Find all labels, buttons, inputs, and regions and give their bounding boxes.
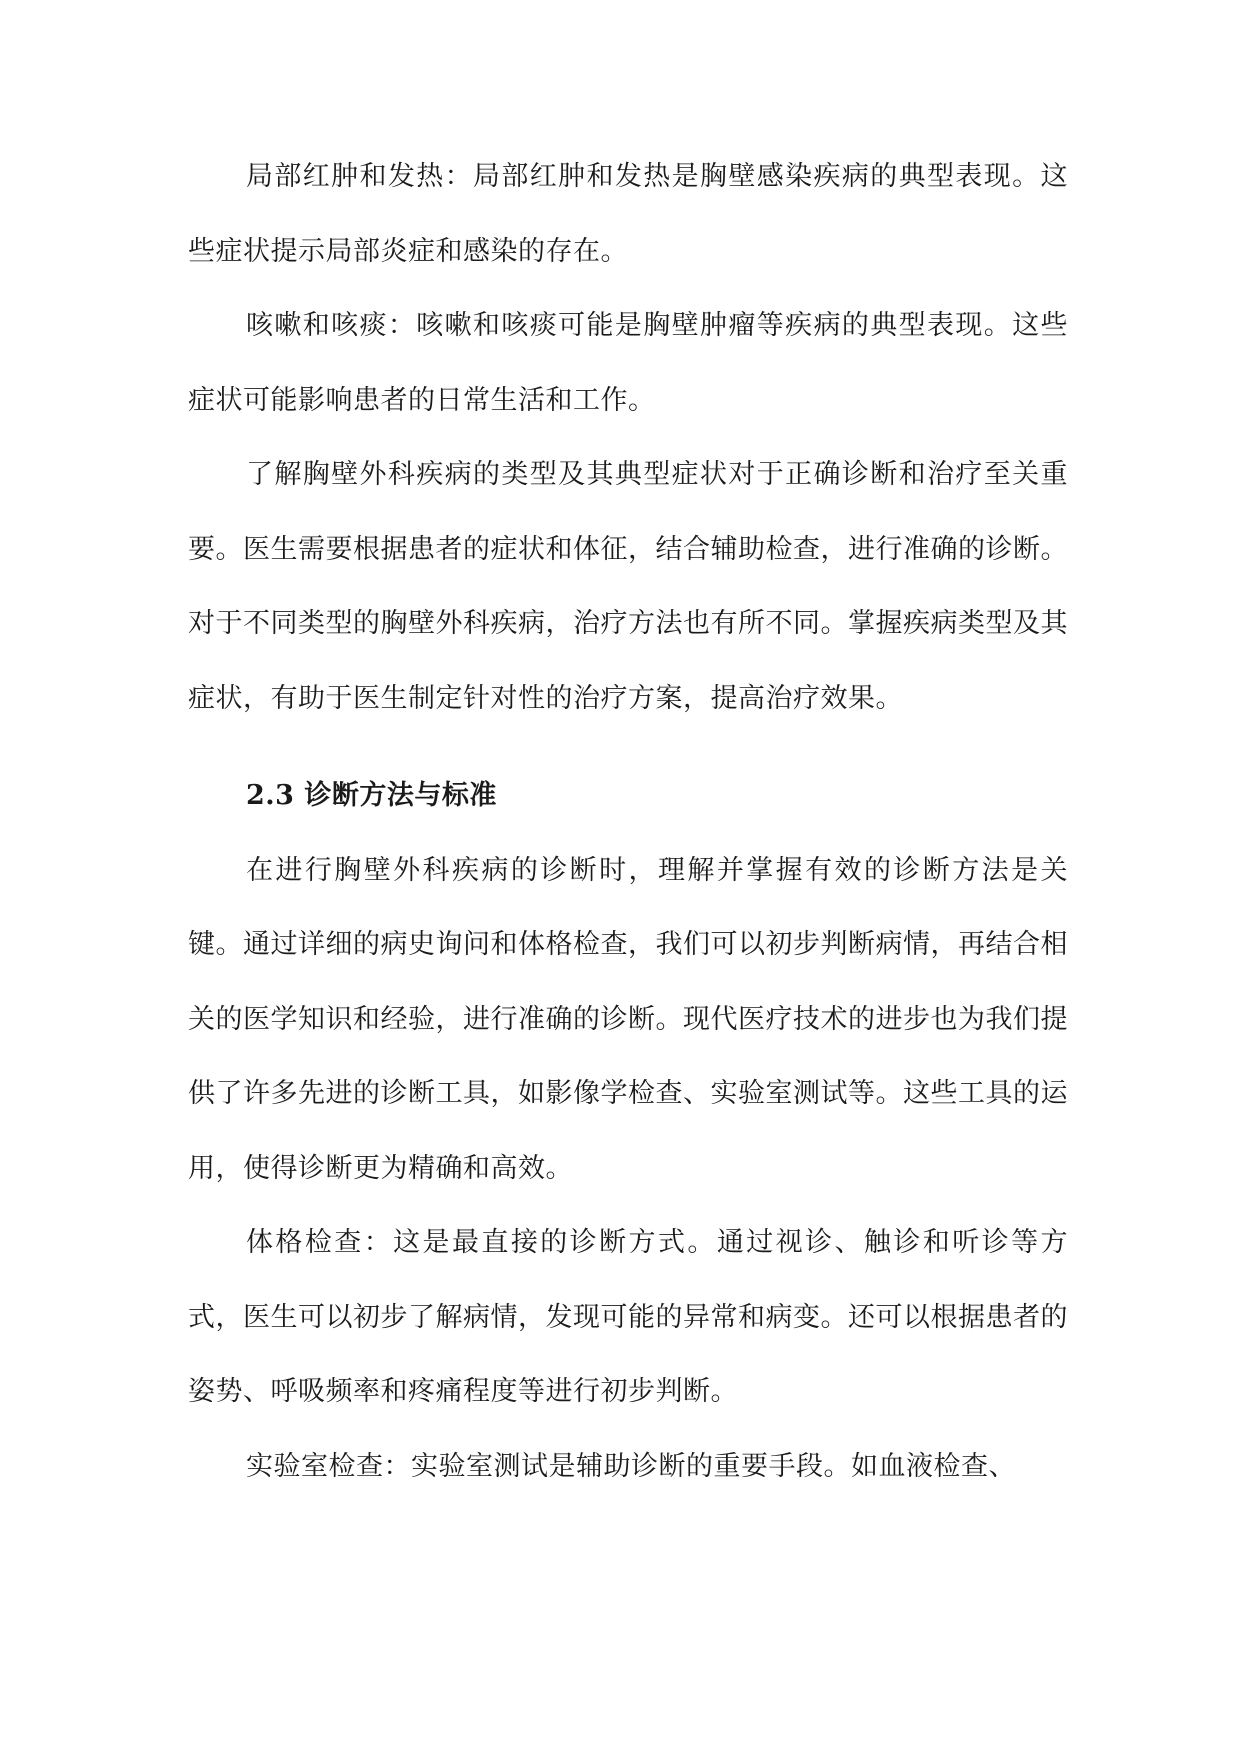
paragraph-local-swelling-fever: 局部红肿和发热：局部红肿和发热是胸壁感染疾病的典型表现。这些症状提示局部炎症和感染的存在。 xyxy=(188,161,1068,267)
paragraph-disease-types-summary: 了解胸壁外科疾病的类型及其典型症状对于正确诊断和治疗至关重要。医生需要根据患者的症状和体征，结合辅助检查，进行准确的诊断。对于不同类型的胸壁外科疾病，治疗方法也有所不同。掌握疾病类型及其症状，有助于医生制定针对性的治疗方案，提高治疗效果。 xyxy=(188,459,1068,714)
paragraph-lab-exam: 实验室检查：实验室测试是辅助诊断的重要手段。如血液检查、 xyxy=(246,1450,1016,1482)
paragraph-diagnosis-intro: 在进行胸壁外科疾病的诊断时，理解并掌握有效的诊断方法是关键。通过详细的病史询问和体格检查，我们可以初步判断病情，再结合相关的医学知识和经验，进行准确的诊断。现代医疗技术的进步也为我们提供了许多先进的诊断工具，如影像学检查、实验室测试等。这些工具的运用，使得诊断更为精确和高效。 xyxy=(188,854,1068,1184)
document-body xyxy=(188,140,1068,1504)
paragraph-physical-exam: 体格检查：这是最直接的诊断方式。通过视诊、触诊和听诊等方式，医生可以初步了解病情，发现可能的异常和病变。还可以根据患者的姿势、呼吸频率和疼痛程度等进行初步判断。 xyxy=(188,1227,1068,1407)
paragraph-cough-sputum: 咳嗽和咳痰：咳嗽和咳痰可能是胸壁肿瘤等疾病的典型表现。这些症状可能影响患者的日常生活和工作。 xyxy=(188,310,1068,416)
section-heading-diagnosis: 2.3 诊断方法与标准 xyxy=(246,780,497,811)
